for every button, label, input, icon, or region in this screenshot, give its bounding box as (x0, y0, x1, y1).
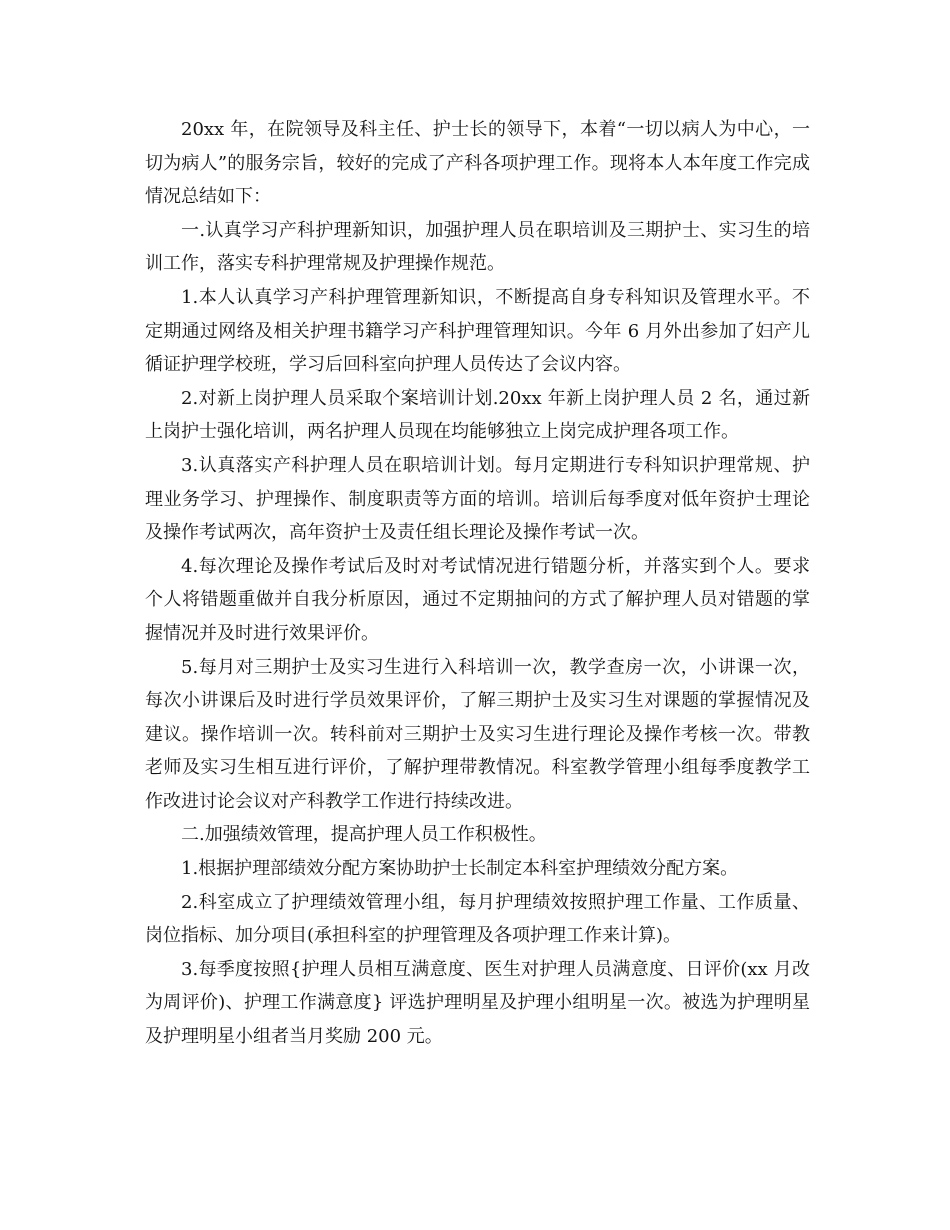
paragraph-intro: 20xx 年，在院领导及科主任、护士长的领导下，本着“一切以病人为中心，一切为病人”的服务宗旨，较好的完成了产科各项护理工作。现将本人本年度工作完成情况总结如下： (145, 119, 810, 208)
paragraph-item-1-1: 1.本人认真学习产科护理管理新知识，不断提高自身专科知识及管理水平。不定期通过网络及相关护理书籍学习产科护理管理知识。今年 6 月外出参加了妇产儿循证护理学校班，学习后回科室向护理人员传达了会议内容。 (145, 286, 810, 376)
section-heading-2: 二.加强绩效管理，提高护理人员工作积极性。 (181, 824, 547, 846)
paragraph-item-2-3: 3.每季度按照{护理人员相互满意度、医生对护理人员满意度、日评价(xx 月改为周评价)、护理工作满意度} 评选护理明星及护理小组明星一次。被选为护理明星及护理明星小组者当月奖励 200 元。 (145, 958, 810, 1048)
paragraph-item-1-2: 2.对新上岗护理人员采取个案培训计划.20xx 年新上岗护理人员 2 名，通过新上岗护士强化培训，两名护理人员现在均能够独立上岗完成护理各项工作。 (145, 387, 810, 443)
document-body (145, 113, 810, 1054)
section-heading-1: 一.认真学习产科护理新知识，加强护理人员在职培训及三期护士、实习生的培训工作，落实专科护理常规及护理操作规范。 (145, 219, 810, 275)
paragraph-item-1-5: 5.每月对三期护士及实习生进行入科培训一次，教学查房一次，小讲课一次，每次小讲课后及时进行学员效果评价，了解三期护士及实习生对课题的掌握情况及建议。操作培训一次。转科前对三期护士及实习生进行理论及操作考核一次。带教老师及实习生相互进行评价，了解护理带教情况。科室教学管理小组每季度教学工作改进讨论会议对产科教学工作进行持续改进。 (145, 656, 810, 812)
paragraph-item-1-4: 4.每次理论及操作考试后及时对考试情况进行错题分析，并落实到个人。要求个人将错题重做并自我分析原因，通过不定期抽问的方式了解护理人员对错题的掌握情况并及时进行效果评价。 (145, 555, 810, 644)
paragraph-item-2-1: 1.根据护理部绩效分配方案协助护士长制定本科室护理绩效分配方案。 (181, 858, 739, 880)
paragraph-item-2-2: 2.科室成立了护理绩效管理小组，每月护理绩效按照护理工作量、工作质量、岗位指标、加分项目(承担科室的护理管理及各项护理工作来计算)。 (145, 891, 810, 947)
paragraph-item-1-3: 3.认真落实产科护理人员在职培训计划。每月定期进行专科知识护理常规、护理业务学习、护理操作、制度职责等方面的培训。培训后每季度对低年资护士理论及操作考试两次，高年资护士及责任组长理论及操作考试一次。 (145, 454, 810, 544)
